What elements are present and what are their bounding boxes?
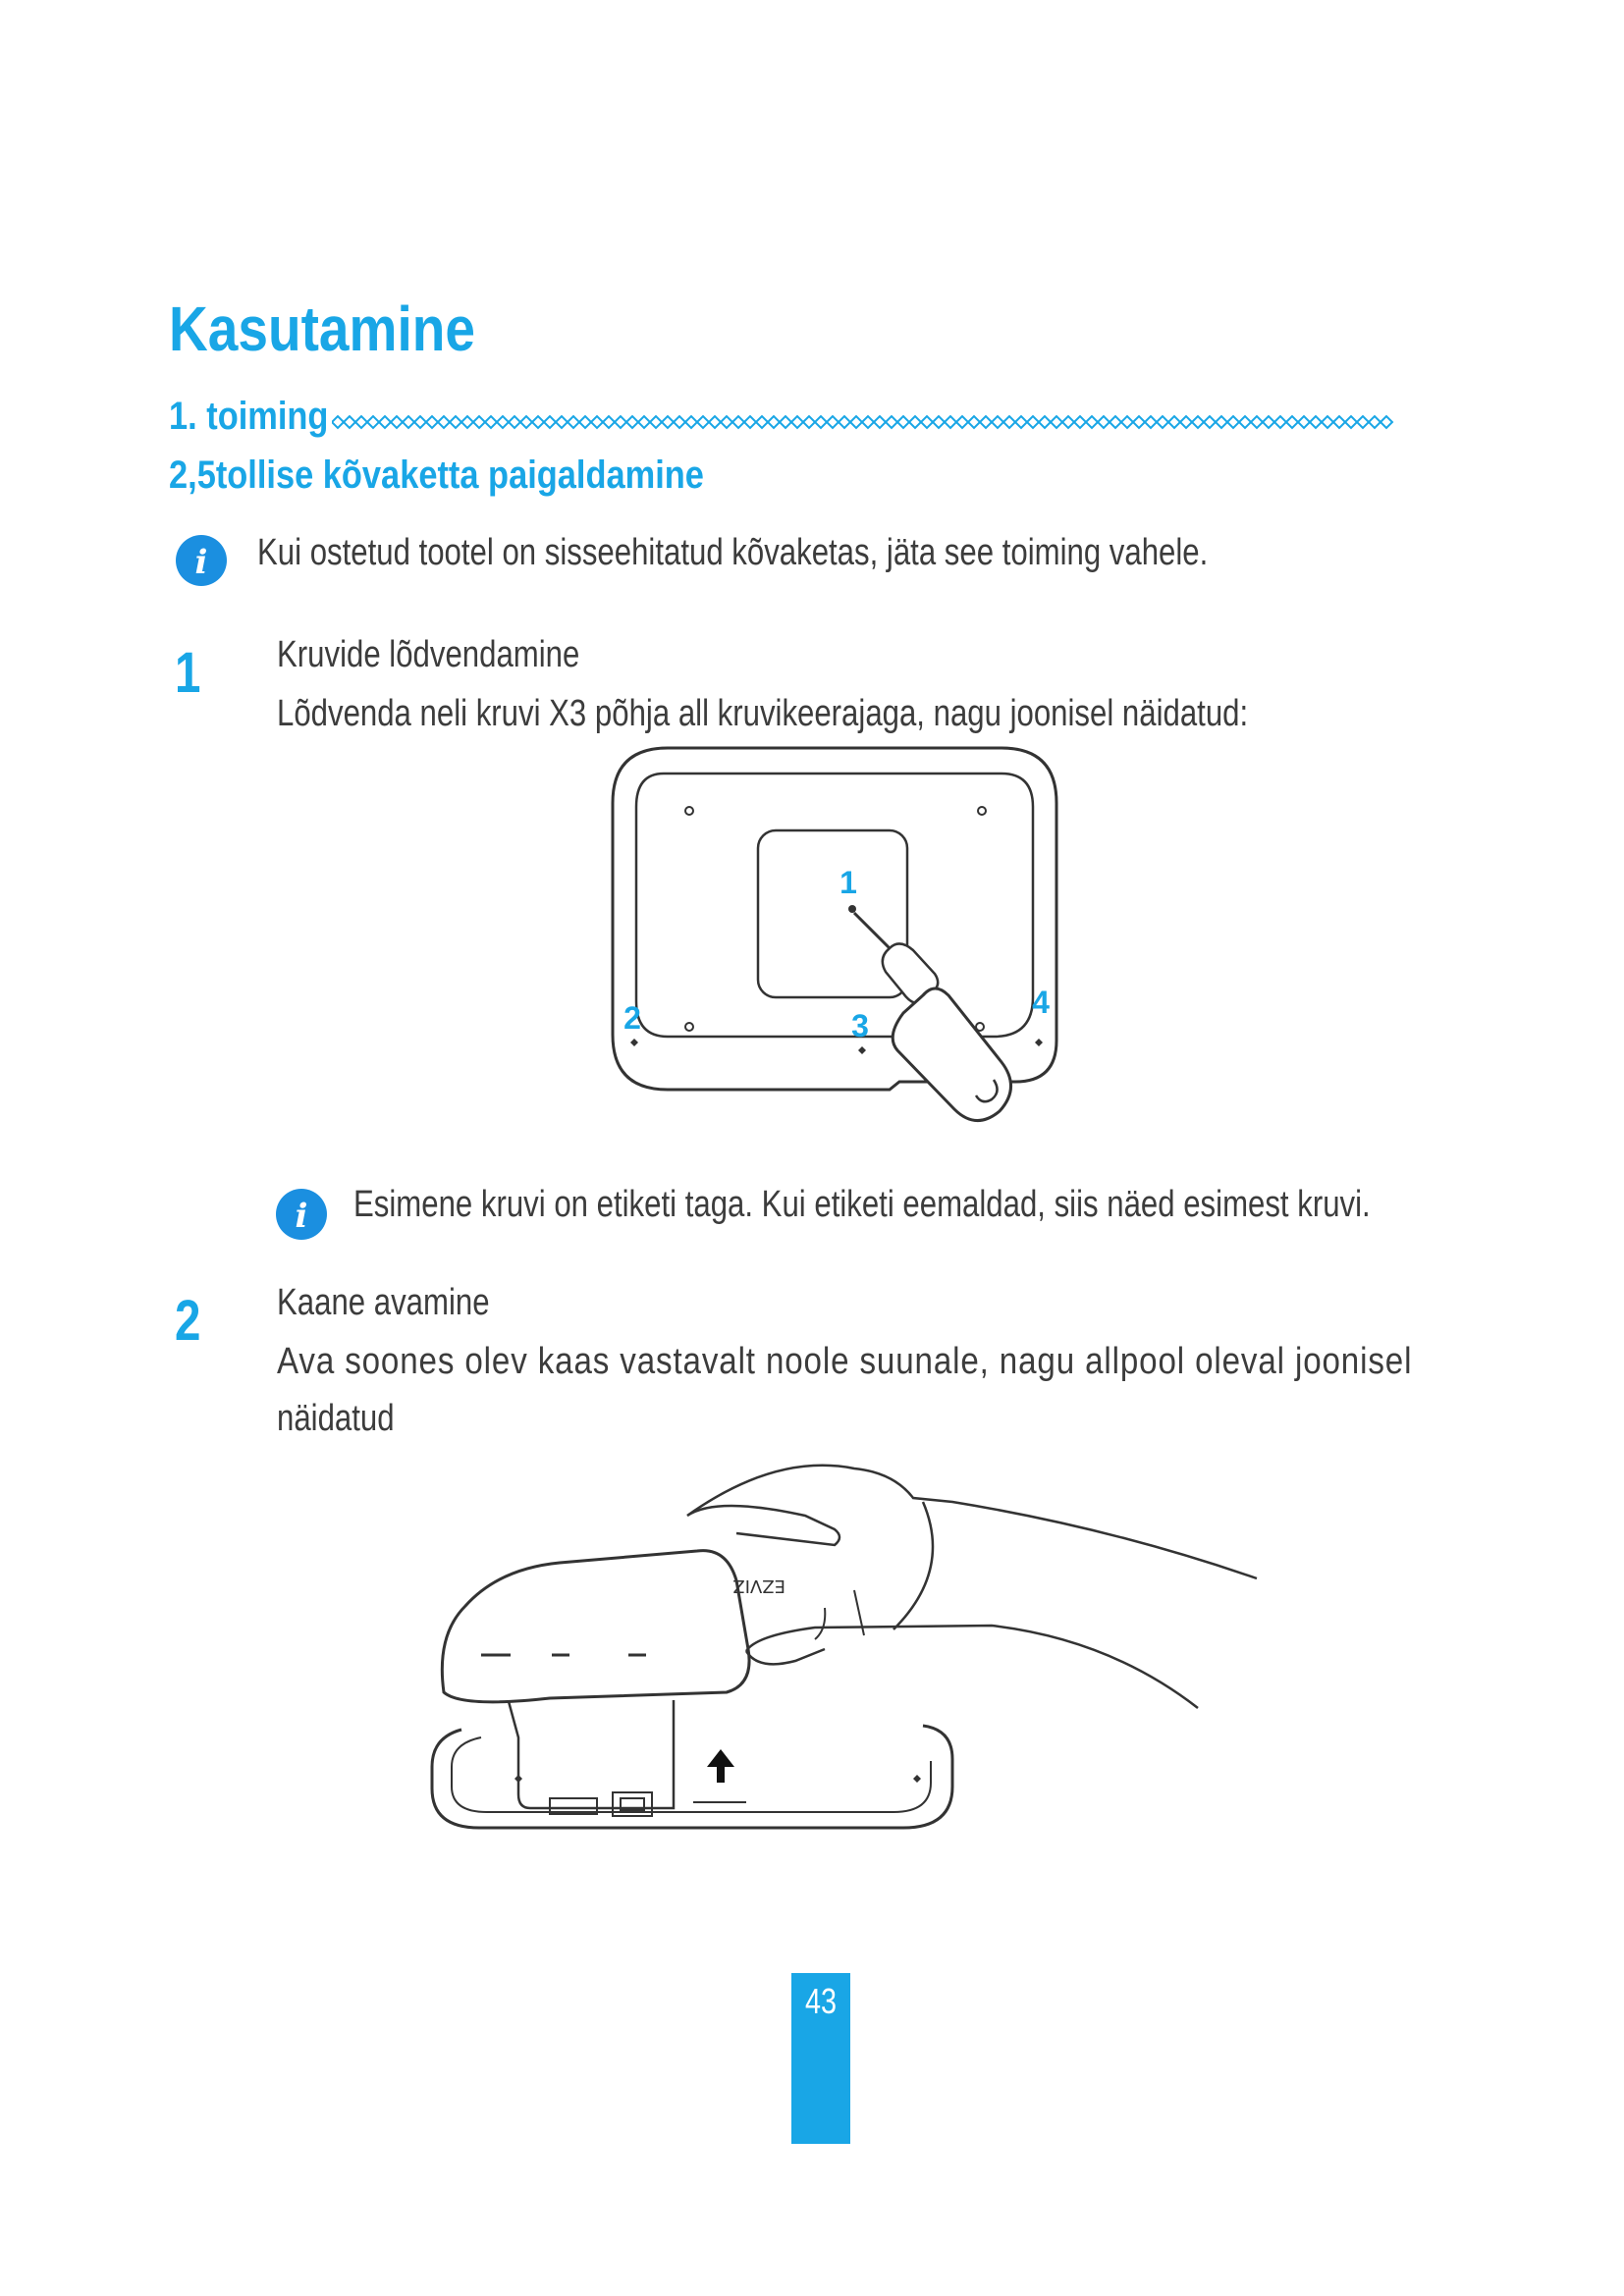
chain-link (1168, 416, 1180, 428)
chain-link (862, 416, 874, 428)
chain-link (1286, 416, 1298, 428)
chain-link (1192, 416, 1204, 428)
chain-link (626, 416, 638, 428)
chain-link (744, 416, 756, 428)
chain-link (909, 416, 921, 428)
screw-label-3: 3 (851, 1008, 869, 1043)
chain-link (956, 416, 968, 428)
chain-link (780, 416, 791, 428)
chain-link (1216, 416, 1227, 428)
chain-link (992, 416, 1003, 428)
chain-link (839, 416, 850, 428)
chain-link (874, 416, 886, 428)
item-number: 1 (175, 641, 201, 705)
chain-link (1086, 416, 1098, 428)
chain-link (414, 416, 426, 428)
chain-link (1239, 416, 1251, 428)
chain-link (461, 416, 473, 428)
page-number: 43 (804, 1981, 838, 2021)
chain-link (1039, 416, 1051, 428)
chain-link (438, 416, 450, 428)
chain-link (1369, 416, 1380, 428)
note-text: Kui ostetud tootel on sisseehitatud kõvaketas, jäta see toiming vahele. (257, 532, 1209, 573)
chain-link (803, 416, 815, 428)
info-icon (175, 534, 228, 587)
chain-link (568, 416, 579, 428)
chain-link (344, 416, 355, 428)
decorative-chain-divider (332, 410, 1402, 434)
chain-link (732, 416, 744, 428)
screw-label-2: 2 (623, 1000, 641, 1036)
chain-link (815, 416, 827, 428)
chain-link (1098, 416, 1110, 428)
chain-link (768, 416, 780, 428)
chain-link (1145, 416, 1157, 428)
chain-link (1274, 416, 1286, 428)
chain-link (850, 416, 862, 428)
chain-link (709, 416, 721, 428)
chain-link (756, 416, 768, 428)
svg-text:EZVIZ: EZVIZ (732, 1575, 785, 1596)
chain-link (827, 416, 839, 428)
chain-link (391, 416, 403, 428)
chain-link (1051, 416, 1062, 428)
chain-link (721, 416, 732, 428)
chain-link (674, 416, 685, 428)
chain-link (591, 416, 603, 428)
chain-link (450, 416, 461, 428)
chain-link (615, 416, 626, 428)
chain-link (603, 416, 615, 428)
chain-link (556, 416, 568, 428)
chain-link (897, 416, 909, 428)
chain-link (933, 416, 945, 428)
chain-link (1298, 416, 1310, 428)
chain-link (1357, 416, 1369, 428)
chain-link (355, 416, 367, 428)
chain-link (662, 416, 674, 428)
chain-link (1333, 416, 1345, 428)
screw-label-1: 1 (839, 865, 857, 900)
svg-text:i: i (194, 543, 208, 582)
chain-link (485, 416, 497, 428)
chain-link (945, 416, 956, 428)
chain-link (1180, 416, 1192, 428)
chain-link (1345, 416, 1357, 428)
chain-link (1310, 416, 1322, 428)
chain-link (697, 416, 709, 428)
chain-link (1204, 416, 1216, 428)
step-label: 1. toiming (169, 395, 329, 438)
chain-link (332, 416, 344, 428)
chain-link (1110, 416, 1121, 428)
item-description: Ava soones olev kaas vastavalt noole suunale, nagu allpool oleval joonisel (277, 1341, 1413, 1382)
chain-link (1157, 416, 1168, 428)
chain-link (426, 416, 438, 428)
chain-link (1027, 416, 1039, 428)
figure-device-bottom-screws (609, 746, 1060, 1178)
chain-link (1062, 416, 1074, 428)
chain-link (1251, 416, 1263, 428)
item-title: Kaane avamine (277, 1282, 490, 1323)
chain-link (532, 416, 544, 428)
chain-link (1227, 416, 1239, 428)
item-title: Kruvide lõdvendamine (277, 634, 580, 675)
chain-link (509, 416, 520, 428)
chain-link (1003, 416, 1015, 428)
screw-label-4: 4 (1032, 985, 1050, 1020)
chain-link (473, 416, 485, 428)
chain-link (544, 416, 556, 428)
chain-link (1133, 416, 1145, 428)
chain-link (1074, 416, 1086, 428)
chain-link (367, 416, 379, 428)
page-title: Kasutamine (169, 294, 475, 364)
chain-link (1263, 416, 1274, 428)
chain-link (403, 416, 414, 428)
chain-link (579, 416, 591, 428)
chain-link (980, 416, 992, 428)
chain-link (1121, 416, 1133, 428)
chain-link (1322, 416, 1333, 428)
note-text: Esimene kruvi on etiketi taga. Kui etiketi eemaldad, siis näed esimest kruvi. (353, 1184, 1371, 1225)
chain-link (1015, 416, 1027, 428)
info-icon (275, 1188, 328, 1241)
chain-link (921, 416, 933, 428)
figure-hand-opening-cover (403, 1443, 1267, 1855)
section-title: 2,5tollise kõvaketta paigaldamine (169, 454, 704, 497)
item-number: 2 (175, 1289, 201, 1353)
chain-link (650, 416, 662, 428)
chain-link (520, 416, 532, 428)
chain-link (638, 416, 650, 428)
chain-link (379, 416, 391, 428)
chain-link (1380, 416, 1392, 428)
chain-link (968, 416, 980, 428)
item-description: näidatud (277, 1398, 395, 1439)
chain-link (685, 416, 697, 428)
chain-link (791, 416, 803, 428)
chain-link (497, 416, 509, 428)
chain-link (886, 416, 897, 428)
item-description: Lõdvenda neli kruvi X3 põhja all kruvikeerajaga, nagu joonisel näidatud: (277, 693, 1249, 734)
svg-text:i: i (295, 1197, 308, 1236)
